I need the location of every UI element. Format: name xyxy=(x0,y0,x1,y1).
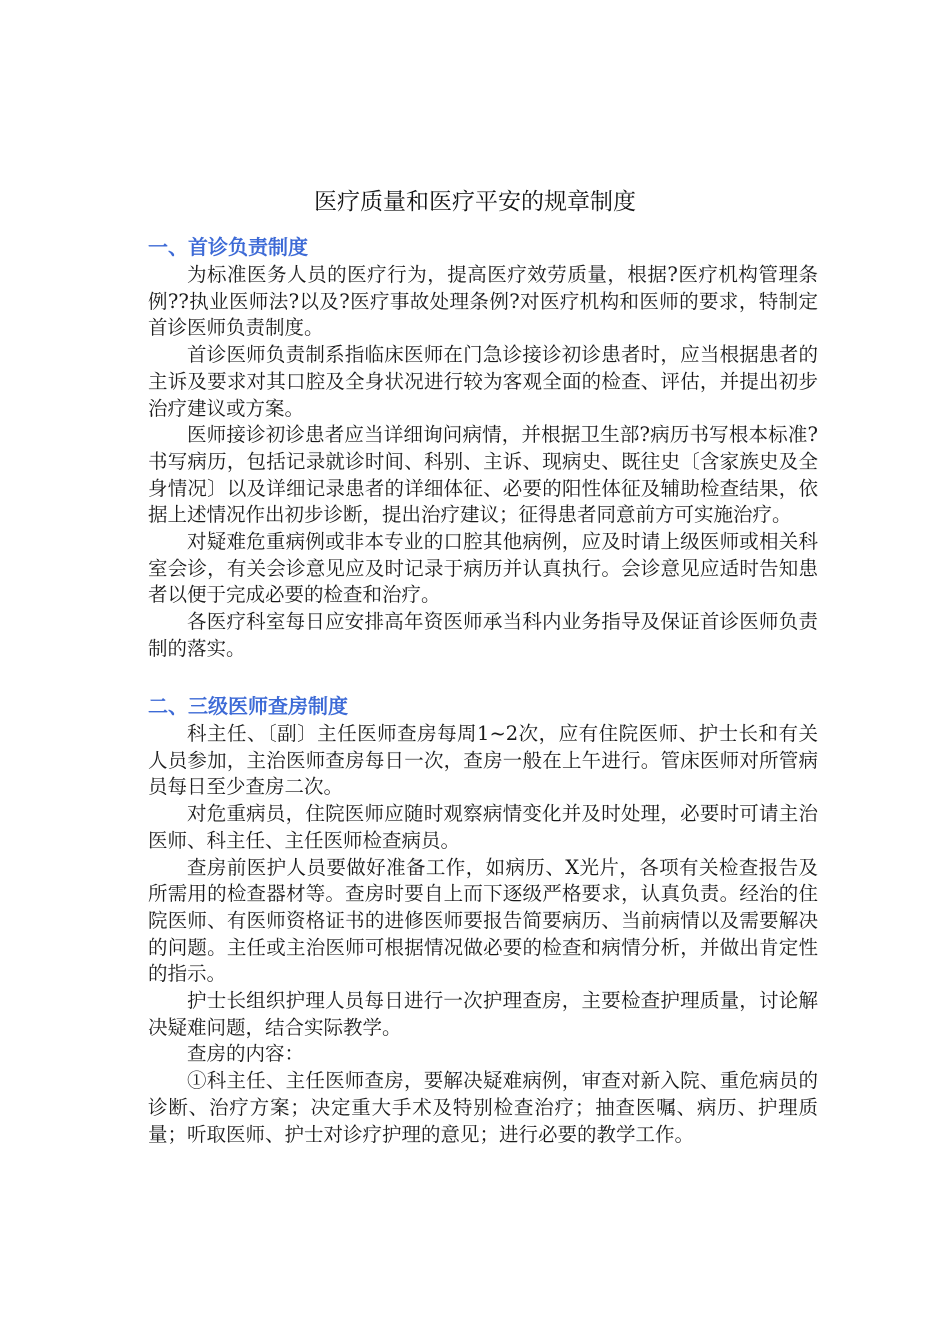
section-first-visit-responsibility xyxy=(148,232,818,663)
paragraph: 医师接诊初诊患者应当详细询问病情，并根据卫生部?病历书写根本标准?书写病历，包括记录就诊时间、科别、主诉、现病史、既往史〔含家族史及全身情况〕以及详细记录患者的详细体征、必要的阳性体征及辅助检查结果，依据上述情况作出初步诊断，提出治疗建议；征得患者同意前方可实施治疗。 xyxy=(148,423,818,527)
paragraph: 对疑难危重病例或非本专业的口腔其他病例，应及时请上级医师或相关科室会诊，有关会诊意见应及时记录于病历并认真执行。会诊意见应适时告知患者以便于完成必要的检查和治疗。 xyxy=(148,530,818,607)
paragraph: 查房前医护人员要做好准备工作，如病历、X光片，各项有关检查报告及所需用的检查器材等。查房时要自上而下逐级严格要求，认真负责。经治的住院医师、有医师资格证书的进修医师要报告简要病历、当前病情以及需要解决的问题。主任或主治医师可根据情况做必要的检查和病情分析，并做出肯定性的指示。 xyxy=(148,855,818,986)
section-three-level-ward-rounds xyxy=(148,691,818,1148)
document-title: 医疗质量和医疗平安的规章制度 xyxy=(314,189,636,215)
paragraph: 首诊医师负责制系指临床医师在门急诊接诊初诊患者时，应当根据患者的主诉及要求对其口腔及全身状况进行较为客观全面的检查、评估，并提出初步治疗建议或方案。 xyxy=(148,343,818,420)
paragraph: 对危重病员，住院医师应随时观察病情变化并及时处理，必要时可请主治医师、科主任、主任医师检查病员。 xyxy=(148,802,818,852)
paragraph: 为标准医务人员的医疗行为，提高医疗效劳质量，根据?医疗机构管理条例??执业医师法?以及?医疗事故处理条例?对医疗机构和医师的要求，特制定首诊医师负责制度。 xyxy=(148,263,818,340)
paragraph: ①科主任、主任医师查房，要解决疑难病例，审查对新入院、重危病员的诊断、治疗方案；决定重大手术及特别检查治疗；抽查医嘱、病历、护理质量；听取医师、护士对诊疗护理的意见；进行必要的教学工作。 xyxy=(148,1069,818,1146)
section-heading: 二、三级医师查房制度 xyxy=(148,694,348,718)
paragraph: 各医疗科室每日应安排高年资医师承当科内业务指导及保证首诊医师负责制的落实。 xyxy=(148,610,818,660)
paragraph: 科主任、〔副〕主任医师查房每周1~2次，应有住院医师、护士长和有关人员参加，主治医师查房每日一次，查房一般在上午进行。管床医师对所管病员每日至少查房二次。 xyxy=(148,722,818,799)
paragraph: 查房的内容： xyxy=(187,1042,305,1066)
paragraph: 护士长组织护理人员每日进行一次护理查房，主要检查护理质量，讨论解决疑难问题，结合实际教学。 xyxy=(148,989,818,1039)
section-heading: 一、首诊负责制度 xyxy=(148,235,308,259)
